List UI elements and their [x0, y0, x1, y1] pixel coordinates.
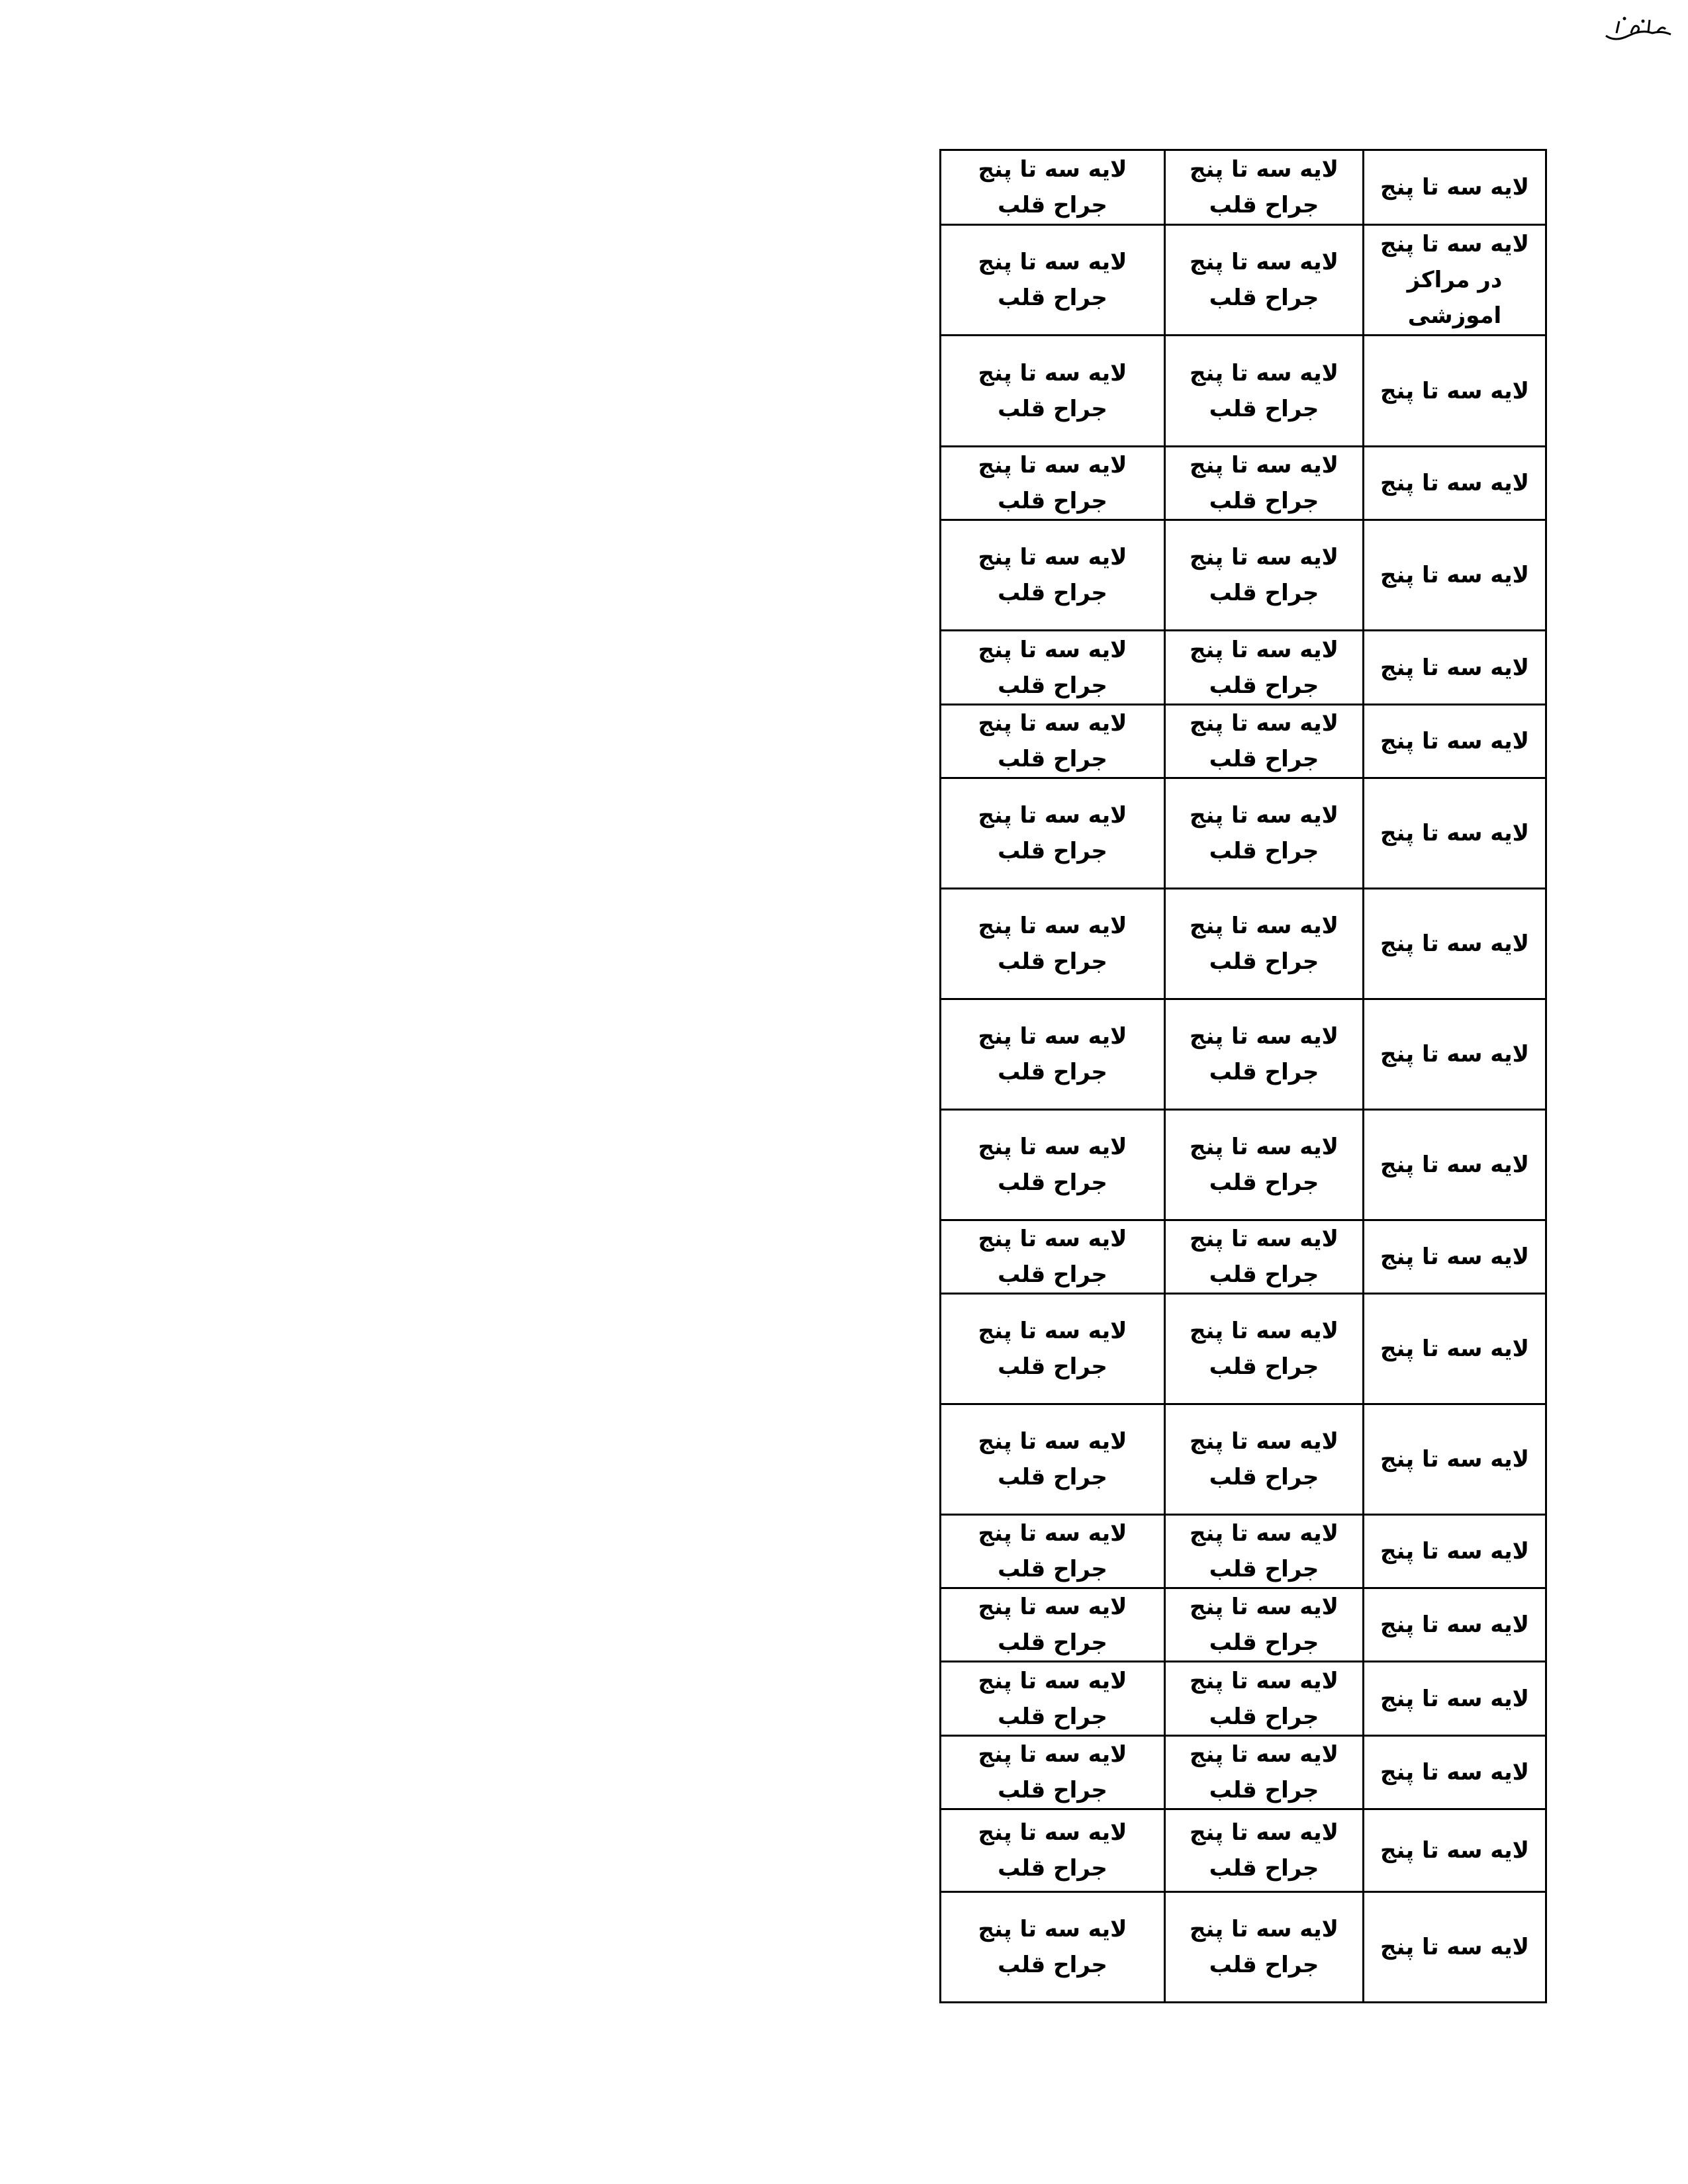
table-cell-col2: لایه سه تا پنج جراح قلب — [1165, 520, 1364, 631]
table-cell-col2: لایه سه تا پنج جراح قلب — [1165, 1110, 1364, 1220]
table-row — [941, 889, 1546, 999]
table-cell-col1: لایه سه تا پنج — [1364, 447, 1546, 520]
table-cell-col2: لایه سه تا پنج جراح قلب — [1165, 1736, 1364, 1809]
table-cell-col1: لایه سه تا پنج — [1364, 1404, 1546, 1515]
table-cell-col2: لایه سه تا پنج جراح قلب — [1165, 999, 1364, 1110]
table-cell-col1: لایه سه تا پنج — [1364, 336, 1546, 447]
table-cell-col1: لایه سه تا پنج در مراکز اموزشی — [1364, 225, 1546, 336]
table-row — [941, 1404, 1546, 1515]
table-row — [941, 447, 1546, 520]
table-row — [941, 1809, 1546, 1892]
table-cell-col3: لایه سه تا پنج جراح قلب — [941, 999, 1165, 1110]
table-row — [941, 336, 1546, 447]
table-cell-col1: لایه سه تا پنج — [1364, 1662, 1546, 1736]
table-cell-col3: لایه سه تا پنج جراح قلب — [941, 520, 1165, 631]
table-row — [941, 1736, 1546, 1809]
table-cell-col3: لایه سه تا پنج جراح قلب — [941, 1294, 1165, 1404]
table-cell-col1: لایه سه تا پنج — [1364, 631, 1546, 705]
table-cell-col2: لایه سه تا پنج جراح قلب — [1165, 1294, 1364, 1404]
table-cell-col1: لایه سه تا پنج — [1364, 705, 1546, 778]
table-row — [941, 778, 1546, 889]
table-cell-col2: لایه سه تا پنج جراح قلب — [1165, 1588, 1364, 1662]
table-cell-col3: لایه سه تا پنج جراح قلب — [941, 1110, 1165, 1220]
table-row — [941, 1662, 1546, 1736]
table-cell-col2: لایه سه تا پنج جراح قلب — [1165, 889, 1364, 999]
table-row — [941, 1294, 1546, 1404]
table-row — [941, 1515, 1546, 1588]
table-cell-col3: لایه سه تا پنج جراح قلب — [941, 336, 1165, 447]
document-table — [939, 149, 1547, 2003]
table-body — [941, 150, 1546, 2003]
table-cell-col3: لایه سه تا پنج جراح قلب — [941, 225, 1165, 336]
table-row — [941, 631, 1546, 705]
table-cell-col3: لایه سه تا پنج جراح قلب — [941, 1662, 1165, 1736]
table-cell-col1: لایه سه تا پنج — [1364, 1892, 1546, 2003]
table-cell-col2: لایه سه تا پنج جراح قلب — [1165, 225, 1364, 336]
table-cell-col2: لایه سه تا پنج جراح قلب — [1165, 1892, 1364, 2003]
table-cell-col1: لایه سه تا پنج — [1364, 1588, 1546, 1662]
table-cell-col2: لایه سه تا پنج جراح قلب — [1165, 1662, 1364, 1736]
table-cell-col1: لایه سه تا پنج — [1364, 1515, 1546, 1588]
table-cell-col3: لایه سه تا پنج جراح قلب — [941, 1736, 1165, 1809]
table-cell-col3: لایه سه تا پنج جراح قلب — [941, 631, 1165, 705]
table-cell-col1: لایه سه تا پنج — [1364, 150, 1546, 225]
table-row — [941, 225, 1546, 336]
table-row — [941, 1588, 1546, 1662]
table-cell-col2: لایه سه تا پنج جراح قلب — [1165, 1515, 1364, 1588]
table-cell-col2: لایه سه تا پنج جراح قلب — [1165, 1809, 1364, 1892]
site-logo — [1602, 13, 1675, 46]
table-row — [941, 1892, 1546, 2003]
table-row — [941, 705, 1546, 778]
table-row — [941, 999, 1546, 1110]
table-cell-col3: لایه سه تا پنج جراح قلب — [941, 778, 1165, 889]
table-cell-col3: لایه سه تا پنج جراح قلب — [941, 1515, 1165, 1588]
table-cell-col1: لایه سه تا پنج — [1364, 1809, 1546, 1892]
table-cell-col1: لایه سه تا پنج — [1364, 778, 1546, 889]
table-cell-col1: لایه سه تا پنج — [1364, 1110, 1546, 1220]
table-cell-col3: لایه سه تا پنج جراح قلب — [941, 1404, 1165, 1515]
table-cell-col2: لایه سه تا پنج جراح قلب — [1165, 778, 1364, 889]
table-cell-col1: لایه سه تا پنج — [1364, 1294, 1546, 1404]
table-cell-col1: لایه سه تا پنج — [1364, 999, 1546, 1110]
table-cell-col2: لایه سه تا پنج جراح قلب — [1165, 1220, 1364, 1294]
table-cell-col2: لایه سه تا پنج جراح قلب — [1165, 150, 1364, 225]
table-cell-col3: لایه سه تا پنج جراح قلب — [941, 1588, 1165, 1662]
table-cell-col1: لایه سه تا پنج — [1364, 889, 1546, 999]
table-cell-col3: لایه سه تا پنج جراح قلب — [941, 1892, 1165, 2003]
table-cell-col2: لایه سه تا پنج جراح قلب — [1165, 1404, 1364, 1515]
table-cell-col3: لایه سه تا پنج جراح قلب — [941, 1220, 1165, 1294]
table-row — [941, 520, 1546, 631]
table-cell-col3: لایه سه تا پنج جراح قلب — [941, 1809, 1165, 1892]
table-cell-col3: لایه سه تا پنج جراح قلب — [941, 889, 1165, 999]
table-cell-col3: لایه سه تا پنج جراح قلب — [941, 150, 1165, 225]
table-cell-col3: لایه سه تا پنج جراح قلب — [941, 705, 1165, 778]
table-cell-col1: لایه سه تا پنج — [1364, 1220, 1546, 1294]
table-row — [941, 150, 1546, 225]
table-cell-col1: لایه سه تا پنج — [1364, 1736, 1546, 1809]
table-cell-col1: لایه سه تا پنج — [1364, 520, 1546, 631]
table-cell-col2: لایه سه تا پنج جراح قلب — [1165, 336, 1364, 447]
table-cell-col2: لایه سه تا پنج جراح قلب — [1165, 631, 1364, 705]
table-cell-col2: لایه سه تا پنج جراح قلب — [1165, 705, 1364, 778]
table-row — [941, 1110, 1546, 1220]
table-row — [941, 1220, 1546, 1294]
table-cell-col2: لایه سه تا پنج جراح قلب — [1165, 447, 1364, 520]
table-cell-col3: لایه سه تا پنج جراح قلب — [941, 447, 1165, 520]
